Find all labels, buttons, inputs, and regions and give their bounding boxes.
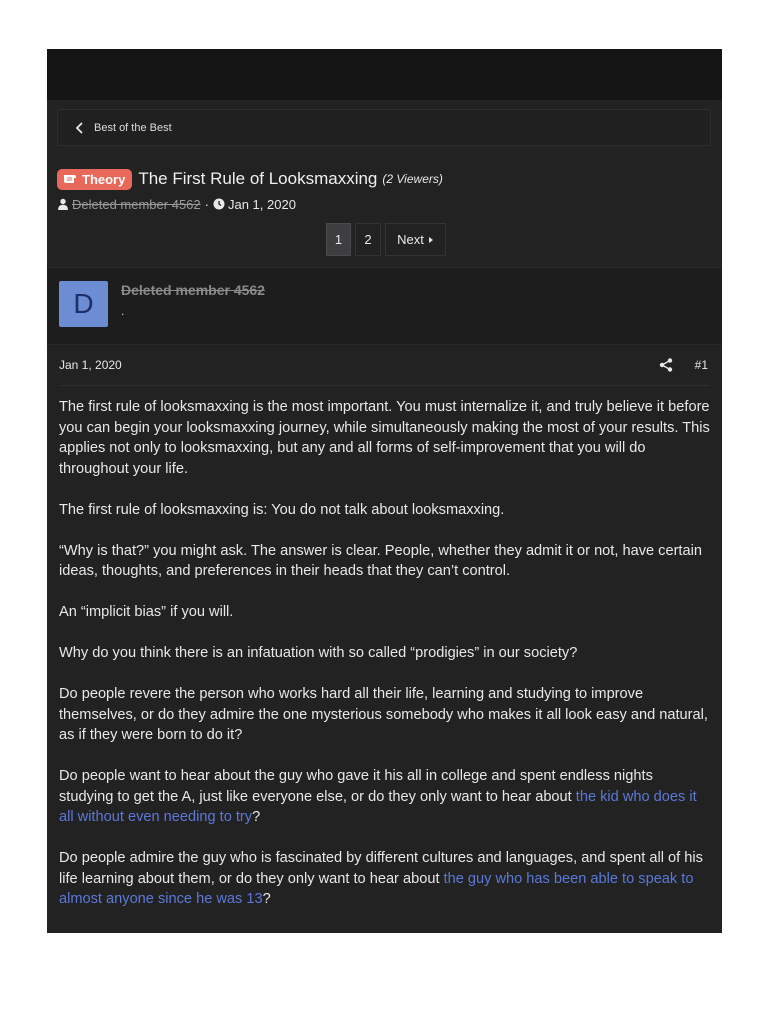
post-paragraph: “Why is that?” you might ask. The answer is clear. People, whether they admit it or not, have certain ideas, thoughts, and preferences in their heads that they can’t control. <box>59 542 702 579</box>
viewer-count[interactable]: (2 Viewers) <box>382 172 443 186</box>
share-icon[interactable] <box>659 358 673 372</box>
page-1-button[interactable]: 1 <box>326 223 351 256</box>
post-paragraph: An “implicit bias” if you will. <box>59 604 234 620</box>
thread-title-row <box>57 168 443 190</box>
clock-icon <box>213 198 225 210</box>
breadcrumb-label[interactable]: Best of the Best <box>94 121 172 134</box>
prefix-badge[interactable] <box>57 169 132 190</box>
post-paragraph: The first rule of looksmaxxing is the most important. You must internalize it, and truly believe it before you can begin your looksmaxxing journey, while simultaneously making the most of your results. This applies not only to looksmaxxing, but any and all forms of self-improvement that you will do throughout your life. <box>59 399 710 477</box>
thread-meta <box>57 196 296 212</box>
paragraph-end: ? <box>252 809 261 825</box>
paragraph-text: Do people admire the guy who is fascinated by different cultures and languages, and spent all of his life learning about them, or do they only want to hear about <box>59 850 703 887</box>
user-icon <box>57 198 69 210</box>
post-number[interactable]: #1 <box>694 358 708 372</box>
chevron-left-icon <box>74 121 86 135</box>
prefix-label: Theory <box>82 171 126 187</box>
post-paragraph: Why do you think there is an infatuation with so called “prodigies” in our society? <box>59 645 578 661</box>
next-label: Next <box>397 232 424 247</box>
inline-link[interactable]: the guy who has been able to speak to almost anyone since he was 13 <box>59 870 694 907</box>
thread-author[interactable]: Deleted member 4562 <box>72 196 201 212</box>
top-bar <box>47 49 722 100</box>
inline-link[interactable]: the kid who does it all without even needing to try <box>59 788 697 825</box>
user-title: . <box>121 304 125 318</box>
paragraph-text: Do people want to hear about the guy who gave it his all in college and spent endless nights studying to get the A, just like everyone else, or do they only want to hear about <box>59 768 653 805</box>
page-frame <box>47 49 722 933</box>
post-user-block <box>47 267 722 345</box>
thread-date[interactable]: Jan 1, 2020 <box>227 196 296 212</box>
post-username[interactable]: Deleted member 4562 <box>121 282 265 298</box>
avatar[interactable]: D <box>59 281 108 327</box>
post-meta <box>59 356 710 386</box>
pagination <box>326 223 446 256</box>
thread-title: The First Rule of Looksmaxxing <box>138 169 378 188</box>
paragraph-end: ? <box>262 891 271 907</box>
post-paragraph: The first rule of looksmaxxing is: You do not talk about looksmaxxing. <box>59 501 505 518</box>
post-paragraph-with-link <box>59 848 711 910</box>
page-2-button[interactable]: 2 <box>355 223 381 256</box>
post-body <box>59 397 711 930</box>
next-page-button[interactable] <box>385 223 446 256</box>
scroll-icon <box>62 172 78 186</box>
meta-separator: · <box>204 196 209 212</box>
post-paragraph-with-link <box>59 766 711 828</box>
post-paragraph: Do people revere the person who works hard all their life, learning and studying to improve themselves, or do they admire the one mysterious somebody who makes it all look easy and natural, as if they were born to do it? <box>59 686 708 743</box>
post-date[interactable]: Jan 1, 2020 <box>59 358 122 372</box>
breadcrumb[interactable] <box>57 109 711 146</box>
caret-right-icon <box>428 236 434 244</box>
